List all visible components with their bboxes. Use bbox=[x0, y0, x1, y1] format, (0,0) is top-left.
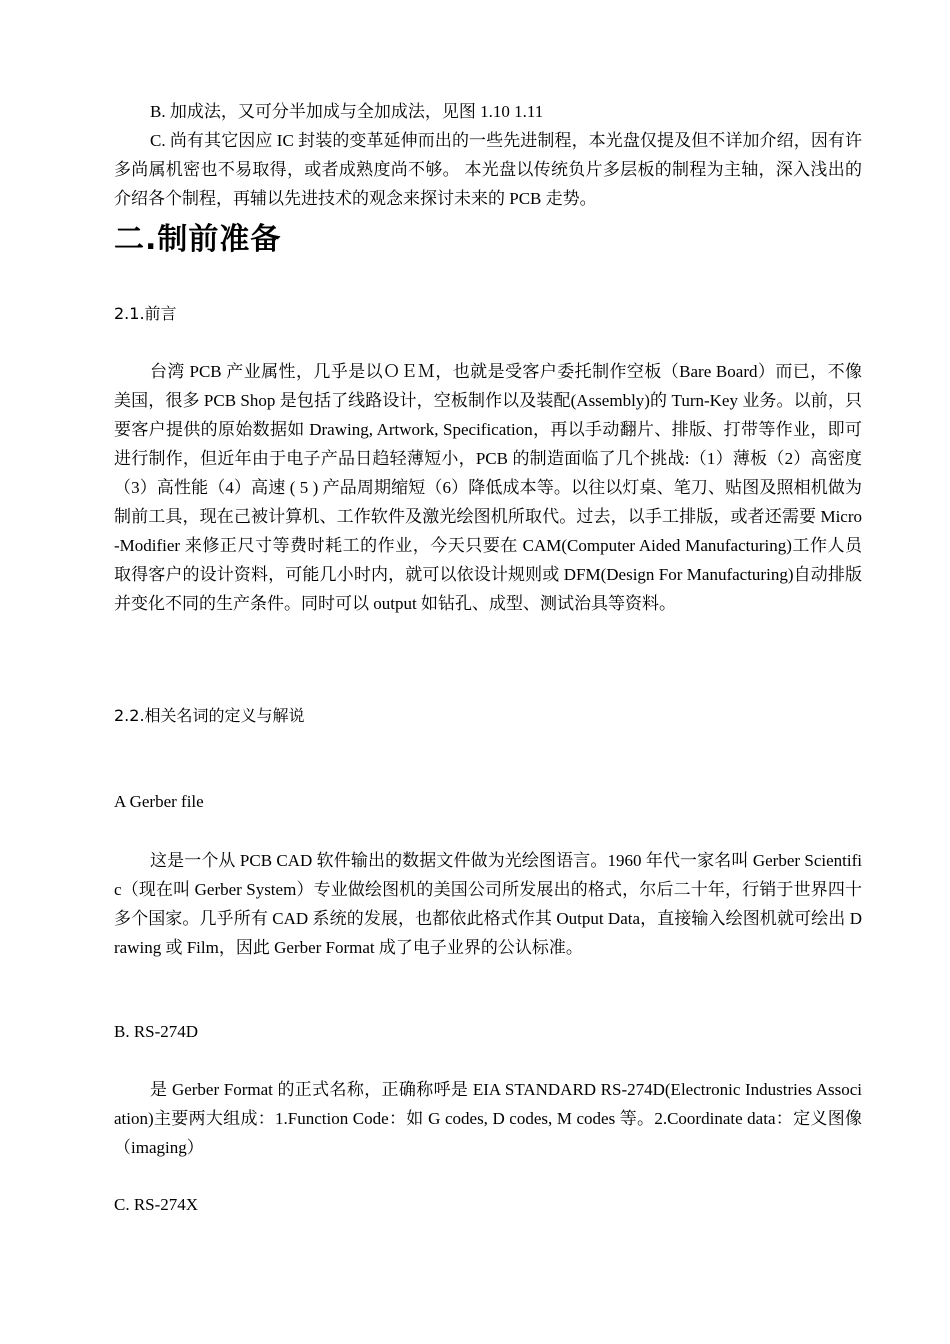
paragraph-additive-method: B. 加成法，又可分半加成与全加成法，见图 1.10 1.11 bbox=[150, 102, 544, 121]
term-c-title: C. RS-274X bbox=[114, 1195, 199, 1214]
term-b-body: 是 Gerber Format 的正式名称，正确称呼是 EIA STANDARD RS-274D(Electronic Industries Association)主要两大组成：1.Function Code：如 G codes, D codes, M codes 等。2.Coordinate data：定义图像（imaging） bbox=[114, 1080, 862, 1157]
term-a-title: A Gerber file bbox=[114, 792, 204, 811]
chapter-title: 二.制前准备 bbox=[114, 222, 282, 257]
section-2-1-body: 台湾 PCB 产业属性，几乎是以ＯＥＭ，也就是受客户委托制作空板（Bare Board）而已，不像美国，很多 PCB Shop 是包括了线路设计，空板制作以及装配(Assembly)的 Turn-Key 业务。以前，只要客户提供的原始数据如 Drawing, Artwork, Specification，再以手动翻片、排版、打带等作业，即可进行制作，但近年由于电子产品日趋轻薄短小，PCB 的制造面临了几个挑战:（1）薄板（2）高密度（3）高性能（4）高速 ( 5 ) 产品周期缩短（6）降低成本等。以往以灯桌、笔刀、贴图及照相机做为制前工具，现在己被计算机、工作软件及激光绘图机所取代。过去，以手工排版，或者还需要 Micro-Modifier 来修正尺寸等费时耗工的作业，今天只要在 CAM(Computer Aided Manufacturing)工作人员取得客户的设计资料，可能几小时内，就可以依设计规则或 DFM(Design For Manufacturing)自动排版并变化不同的生产条件。同时可以 output 如钻孔、成型、测试治具等资料。 bbox=[114, 362, 862, 613]
section-2-1-title: 2.1.前言 bbox=[114, 304, 177, 323]
section-2-2-title: 2.2.相关名词的定义与解说 bbox=[114, 706, 305, 725]
term-a-body: 这是一个从 PCB CAD 软件输出的数据文件做为光绘图语言。1960 年代一家名叫 Gerber Scientific（现在叫 Gerber System）专业做绘图机的美国公司所发展出的格式，尔后二十年，行销于世界四十多个国家。几乎所有 CAD 系统的发展，也都依此格式作其 Output Data，直接输入绘图机就可绘出 Drawing 或 Film，因此 Gerber Format 成了电子业界的公认标准。 bbox=[114, 851, 862, 957]
term-b-title: B. RS-274D bbox=[114, 1022, 199, 1041]
paragraph-other-processes: C. 尚有其它因应 IC 封装的变革延伸而出的一些先进制程，本光盘仅提及但不详加介绍，因有许多尚属机密也不易取得，或者成熟度尚不够。 本光盘以传统负片多层板的制程为主轴，深入浅出的介绍各个制程，再辅以先进技术的观念来探讨未来的 PCB 走势。 bbox=[114, 131, 862, 208]
